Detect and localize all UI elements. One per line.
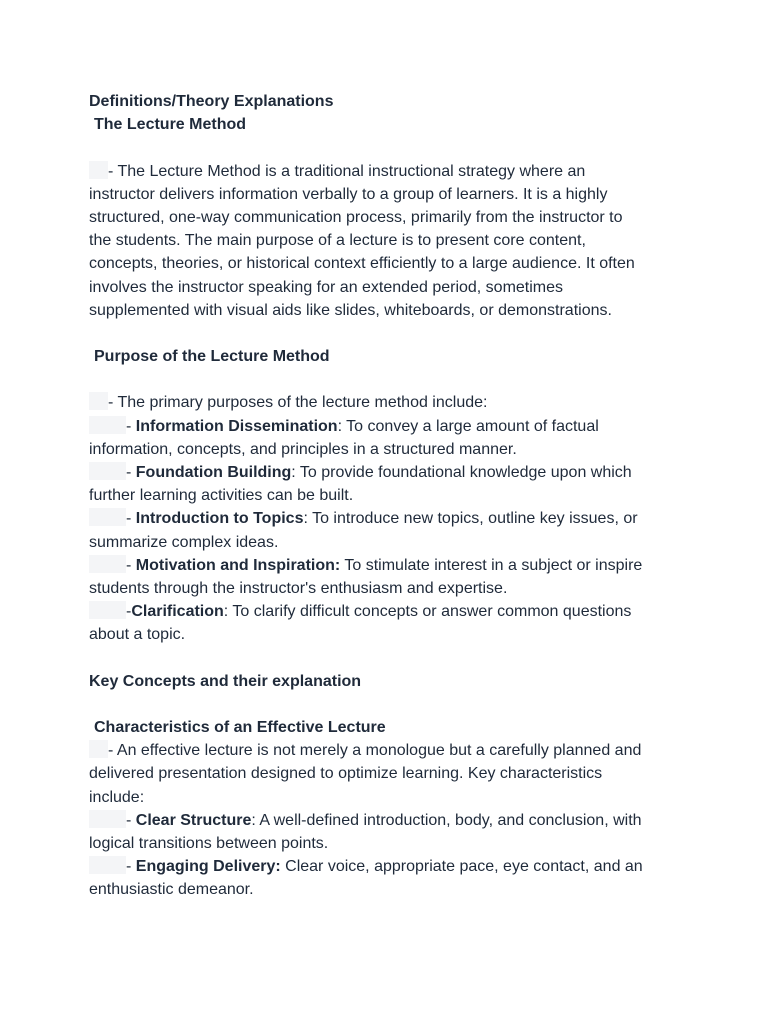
list-item-term: Clear Structure (135, 811, 252, 829)
purpose-title: Purpose of the Lecture Method (94, 348, 330, 366)
characteristics-list (89, 809, 689, 902)
list-item-term: Engaging Delivery: (135, 858, 281, 876)
lecture-method-paragraph (89, 160, 689, 322)
list-item-term: Clarification (131, 603, 224, 621)
document-heading: Definitions/Theory Explanations (89, 93, 334, 110)
list-item: -Clarification: To clarify difficult concepts or answer common questions about a topic. (89, 603, 632, 644)
paragraph-line: include: (89, 788, 145, 806)
characteristics-title: Characteristics of an Effective Lecture (94, 719, 386, 737)
list-item: - Foundation Building: To provide foundational knowledge upon which further learning activities can be built. (89, 464, 632, 505)
list-item: - Engaging Delivery: Clear voice, appropriate pace, eye contact, and an enthusiastic demeanor. (89, 858, 643, 899)
paragraph-line: concepts, theories, or historical context efficiently to a large audience. It often (89, 255, 635, 273)
list-item-term: Motivation and Inspiration: (135, 556, 341, 574)
purpose-intro: - The primary purposes of the lecture method include: (89, 391, 689, 414)
paragraph-line: involves the instructor speaking for an extended period, sometimes (89, 278, 564, 296)
purpose-list (89, 415, 689, 647)
key-concepts-title: Key Concepts and their explanation (89, 672, 362, 690)
list-item-term: Foundation Building (135, 464, 292, 481)
document-body (89, 90, 689, 902)
list-item: - Introduction to Topics: To introduce new topics, outline key issues, or summarize complex ideas. (89, 510, 638, 551)
paragraph-line: structured, one-way communication process, primarily from the instructor to (89, 208, 623, 226)
paragraph-line: - The Lecture Method is a traditional instructional strategy where an (89, 160, 689, 183)
paragraph-line: supplemented with visual aids like slides, whiteboards, or demonstrations. (89, 301, 612, 319)
list-item-term: Introduction to Topics (135, 510, 304, 528)
list-item: - Information Dissemination: To convey a large amount of factual information, concepts, and principles in a structured manner. (89, 417, 599, 458)
paragraph-line: delivered presentation designed to optimize learning. Key characteristics (89, 765, 603, 783)
list-item: - Clear Structure: A well-defined introduction, body, and conclusion, with logical transitions between points. (89, 811, 642, 852)
list-item: - Motivation and Inspiration: To stimulate interest in a subject or inspire students through the instructor's enthusiasm and expertise. (89, 556, 643, 597)
characteristics-paragraph (89, 739, 689, 809)
list-item-term: Information Dissemination (135, 417, 338, 435)
paragraph-line: - An effective lecture is not merely a monologue but a carefully planned and (89, 739, 689, 762)
lecture-method-title: The Lecture Method (94, 116, 247, 134)
paragraph-line: the students. The main purpose of a lecture is to present core content, (89, 232, 586, 250)
paragraph-line: instructor delivers information verbally to a group of learners. It is a highly (89, 185, 608, 203)
